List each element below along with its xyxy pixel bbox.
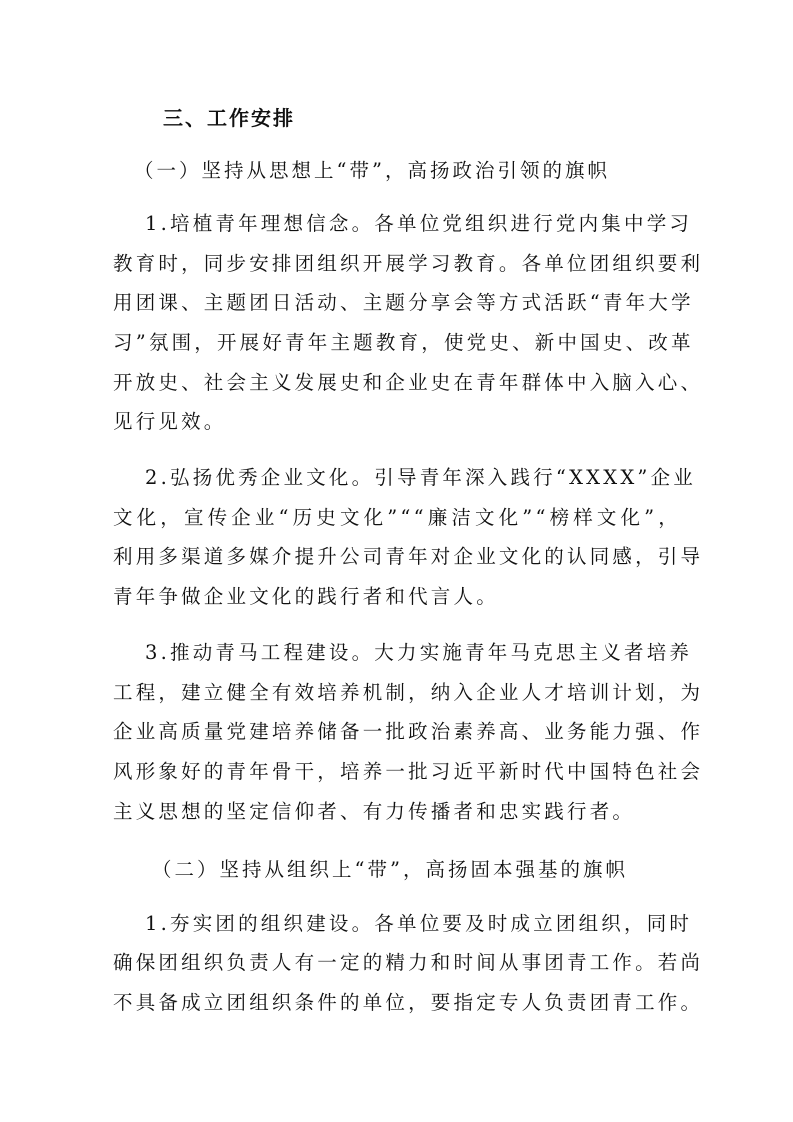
paragraph-line: 企业高质量党建培养储备一批政治素养高、业务能力强、作	[113, 720, 704, 743]
paragraph-line: 工程，建立健全有效培养机制，纳入企业人才培训计划，为	[113, 681, 704, 704]
paragraph-line: 不具备成立团组织条件的单位，要指定专人负责团青工作。	[113, 991, 704, 1014]
paragraph-line: 3.推动青马工程建设。大力实施青年马克思主义者培养	[145, 641, 693, 664]
paragraph-line: 青年争做企业文化的践行者和代言人。	[113, 585, 499, 608]
subsection-heading-2: （二）坚持从组织上“带”，高扬固本强基的旗帜	[152, 858, 628, 881]
paragraph-line: 风形象好的青年骨干，培养一批习近平新时代中国特色社会	[113, 760, 704, 783]
paragraph-line: 开放史、社会主义发展史和企业史在青年群体中入脑入心、	[113, 371, 704, 394]
section-title: 三、工作安排	[163, 106, 295, 130]
paragraph-line: 2.弘扬优秀企业文化。引导青年深入践行“XXXX”企业	[145, 466, 696, 489]
paragraph-line: 1.培植青年理想信念。各单位党组织进行党内集中学习	[145, 212, 693, 235]
paragraph-line: 主义思想的坚定信仰者、有力传播者和忠实践行者。	[113, 800, 636, 823]
paragraph-line: 习”氛围，开展好青年主题教育，使党史、新中国史、改革	[113, 331, 694, 354]
paragraph-line: 见行见效。	[113, 410, 227, 433]
paragraph-line: 教育时，同步安排团组织开展学习教育。各单位团组织要利	[113, 252, 704, 275]
subsection-heading-1: （一）坚持从思想上“带”，高扬政治引领的旗帜	[134, 159, 610, 182]
paragraph-line: 确保团组织负责人有一定的精力和时间从事团青工作。若尚	[113, 951, 704, 974]
paragraph-line: 用团课、主题团日活动、主题分享会等方式活跃“青年大学	[113, 291, 694, 314]
paragraph-line: 文化，宣传企业“历史文化”““廉洁文化”“榜样文化”，	[113, 506, 681, 529]
paragraph-line: 利用多渠道多媒介提升公司青年对企业文化的认同感，引导	[113, 545, 704, 568]
paragraph-line: 1.夯实团的组织建设。各单位要及时成立团组织，同时	[145, 912, 693, 935]
